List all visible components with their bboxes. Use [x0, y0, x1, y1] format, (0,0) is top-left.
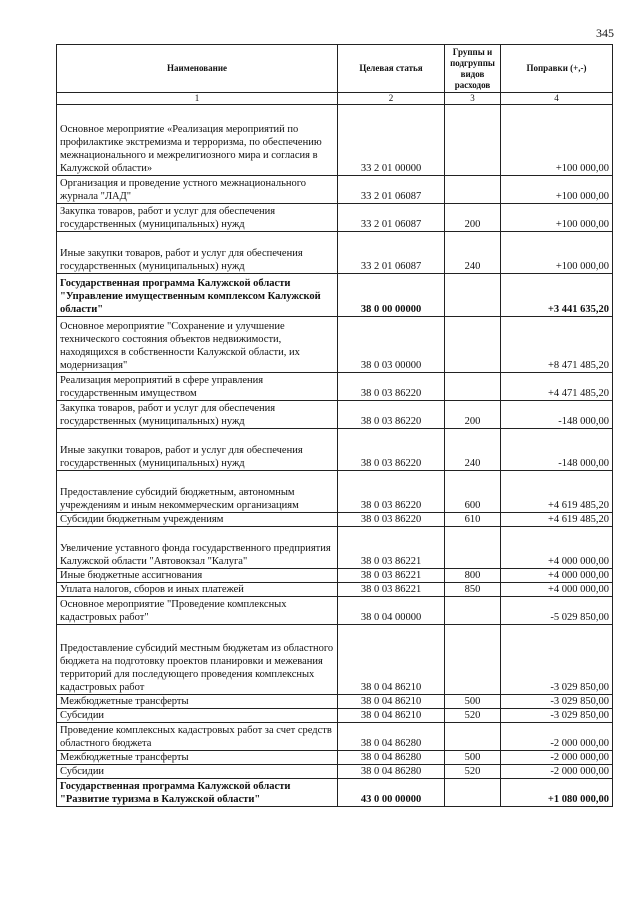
table-row: [57, 709, 613, 723]
row-code-cell: 33 2 01 06087: [338, 232, 445, 274]
row-name-cell: Предоставление субсидий местным бюджетам из областного бюджета на подготовку проектов планировки и межевания территорий для последующего проведения комплексных кадастровых работ: [57, 625, 338, 695]
row-amount-cell: -3 029 850,00: [501, 695, 613, 709]
row-amount-cell: +8 471 485,20: [501, 317, 613, 373]
table-row: [57, 583, 613, 597]
table-row: [57, 429, 613, 471]
table-row: [57, 401, 613, 429]
row-group-cell: 600: [445, 471, 501, 513]
row-group-cell: [445, 779, 501, 807]
column-index: 4: [501, 93, 613, 105]
row-name-cell: Организация и проведение устного межнационального журнала "ЛАД": [57, 176, 338, 204]
row-amount-cell: -3 029 850,00: [501, 709, 613, 723]
row-amount-cell: -5 029 850,00: [501, 597, 613, 625]
row-code-cell: 38 0 03 86220: [338, 513, 445, 527]
row-code-cell: 38 0 04 86280: [338, 751, 445, 765]
row-code-cell: 33 2 01 00000: [338, 105, 445, 176]
row-group-cell: [445, 625, 501, 695]
row-amount-cell: +4 471 485,20: [501, 373, 613, 401]
row-group-cell: [445, 105, 501, 176]
table-row: [57, 751, 613, 765]
table-row: [57, 779, 613, 807]
row-name-cell: Субсидии: [57, 765, 338, 779]
header-name: Наименование: [57, 45, 338, 93]
row-code-cell: 43 0 00 00000: [338, 779, 445, 807]
row-code-cell: 38 0 03 86220: [338, 429, 445, 471]
row-group-cell: 240: [445, 429, 501, 471]
row-code-cell: 38 0 03 86220: [338, 373, 445, 401]
row-amount-cell: -2 000 000,00: [501, 723, 613, 751]
row-code-cell: 38 0 03 86221: [338, 569, 445, 583]
row-amount-cell: +4 000 000,00: [501, 569, 613, 583]
row-name-cell: Реализация мероприятий в сфере управления государственным имуществом: [57, 373, 338, 401]
row-name-cell: Проведение комплексных кадастровых работ за счет средств областного бюджета: [57, 723, 338, 751]
row-amount-cell: +100 000,00: [501, 204, 613, 232]
row-name-cell: Государственная программа Калужской области "Развитие туризма в Калужской области": [57, 779, 338, 807]
row-name-cell: Межбюджетные трансферты: [57, 751, 338, 765]
row-name-cell: Иные закупки товаров, работ и услуг для обеспечения государственных (муниципальных) нужд: [57, 429, 338, 471]
row-amount-cell: -148 000,00: [501, 429, 613, 471]
row-name-cell: Иные бюджетные ассигнования: [57, 569, 338, 583]
row-name-cell: Основное мероприятие "Проведение комплексных кадастровых работ": [57, 597, 338, 625]
header-group: Группы и подгруппы видов расходов: [445, 45, 501, 93]
row-amount-cell: +4 619 485,20: [501, 471, 613, 513]
table-row: [57, 597, 613, 625]
row-code-cell: 38 0 03 86221: [338, 527, 445, 569]
table-row: [57, 695, 613, 709]
row-amount-cell: -2 000 000,00: [501, 751, 613, 765]
row-code-cell: 38 0 04 86210: [338, 625, 445, 695]
row-amount-cell: +3 441 635,20: [501, 274, 613, 317]
budget-amendments-table: [56, 44, 613, 807]
row-code-cell: 38 0 03 86220: [338, 401, 445, 429]
row-code-cell: 33 2 01 06087: [338, 204, 445, 232]
row-amount-cell: +100 000,00: [501, 176, 613, 204]
table-row: [57, 513, 613, 527]
row-group-cell: 200: [445, 401, 501, 429]
row-code-cell: 38 0 04 86280: [338, 765, 445, 779]
row-amount-cell: +100 000,00: [501, 232, 613, 274]
column-index-row: [57, 93, 613, 105]
row-amount-cell: +4 000 000,00: [501, 583, 613, 597]
table-row: [57, 232, 613, 274]
row-amount-cell: +4 000 000,00: [501, 527, 613, 569]
row-group-cell: [445, 723, 501, 751]
header-code: Целевая статья: [338, 45, 445, 93]
row-group-cell: [445, 176, 501, 204]
row-group-cell: 500: [445, 751, 501, 765]
row-code-cell: 38 0 03 86221: [338, 583, 445, 597]
page-number: 345: [596, 26, 614, 40]
row-name-cell: Субсидии: [57, 709, 338, 723]
row-name-cell: Государственная программа Калужской области "Управление имущественным комплексом Калужской области": [57, 274, 338, 317]
row-group-cell: [445, 373, 501, 401]
row-code-cell: 38 0 00 00000: [338, 274, 445, 317]
row-name-cell: Закупка товаров, работ и услуг для обеспечения государственных (муниципальных) нужд: [57, 401, 338, 429]
row-amount-cell: -3 029 850,00: [501, 625, 613, 695]
header-amount: Поправки (+,-): [501, 45, 613, 93]
row-amount-cell: +1 080 000,00: [501, 779, 613, 807]
table-row: [57, 317, 613, 373]
table-row: [57, 176, 613, 204]
table-row: [57, 723, 613, 751]
row-group-cell: 200: [445, 204, 501, 232]
table-row: [57, 527, 613, 569]
row-group-cell: 520: [445, 709, 501, 723]
row-group-cell: 500: [445, 695, 501, 709]
row-code-cell: 38 0 04 86210: [338, 695, 445, 709]
table-header-row: [57, 45, 613, 93]
row-name-cell: Уплата налогов, сборов и иных платежей: [57, 583, 338, 597]
row-amount-cell: +100 000,00: [501, 105, 613, 176]
row-name-cell: Предоставление субсидий бюджетным, автономным учреждениям и иным некоммерческим организациям: [57, 471, 338, 513]
row-name-cell: Увеличение уставного фонда государственного предприятия Калужской области "Автовокзал "Калуга": [57, 527, 338, 569]
row-code-cell: 38 0 04 86280: [338, 723, 445, 751]
table-row: [57, 373, 613, 401]
row-amount-cell: -148 000,00: [501, 401, 613, 429]
row-name-cell: Основное мероприятие "Сохранение и улучшение технического состояния объектов недвижимости, находящихся в собственности Калужской области, их модернизация": [57, 317, 338, 373]
row-group-cell: 800: [445, 569, 501, 583]
row-name-cell: Основное мероприятие «Реализация мероприятий по профилактике экстремизма и терроризма, по обеспечению межнационального и межрелигиозного мира и согласия в Калужской области»: [57, 105, 338, 176]
table-row: [57, 204, 613, 232]
row-code-cell: 38 0 03 00000: [338, 317, 445, 373]
row-amount-cell: +4 619 485,20: [501, 513, 613, 527]
table-row: [57, 625, 613, 695]
row-group-cell: 610: [445, 513, 501, 527]
row-group-cell: 520: [445, 765, 501, 779]
row-group-cell: [445, 274, 501, 317]
table-row: [57, 274, 613, 317]
row-group-cell: [445, 597, 501, 625]
column-index: 2: [338, 93, 445, 105]
row-code-cell: 38 0 04 86210: [338, 709, 445, 723]
table-row: [57, 471, 613, 513]
row-group-cell: 240: [445, 232, 501, 274]
table-row: [57, 569, 613, 583]
row-amount-cell: -2 000 000,00: [501, 765, 613, 779]
row-code-cell: 38 0 03 86220: [338, 471, 445, 513]
row-group-cell: [445, 317, 501, 373]
row-group-cell: 850: [445, 583, 501, 597]
table-row: [57, 105, 613, 176]
table-row: [57, 765, 613, 779]
row-code-cell: 33 2 01 06087: [338, 176, 445, 204]
row-name-cell: Межбюджетные трансферты: [57, 695, 338, 709]
column-index: 3: [445, 93, 501, 105]
row-code-cell: 38 0 04 00000: [338, 597, 445, 625]
row-group-cell: [445, 527, 501, 569]
row-name-cell: Субсидии бюджетным учреждениям: [57, 513, 338, 527]
row-name-cell: Иные закупки товаров, работ и услуг для обеспечения государственных (муниципальных) нужд: [57, 232, 338, 274]
row-name-cell: Закупка товаров, работ и услуг для обеспечения государственных (муниципальных) нужд: [57, 204, 338, 232]
column-index: 1: [57, 93, 338, 105]
